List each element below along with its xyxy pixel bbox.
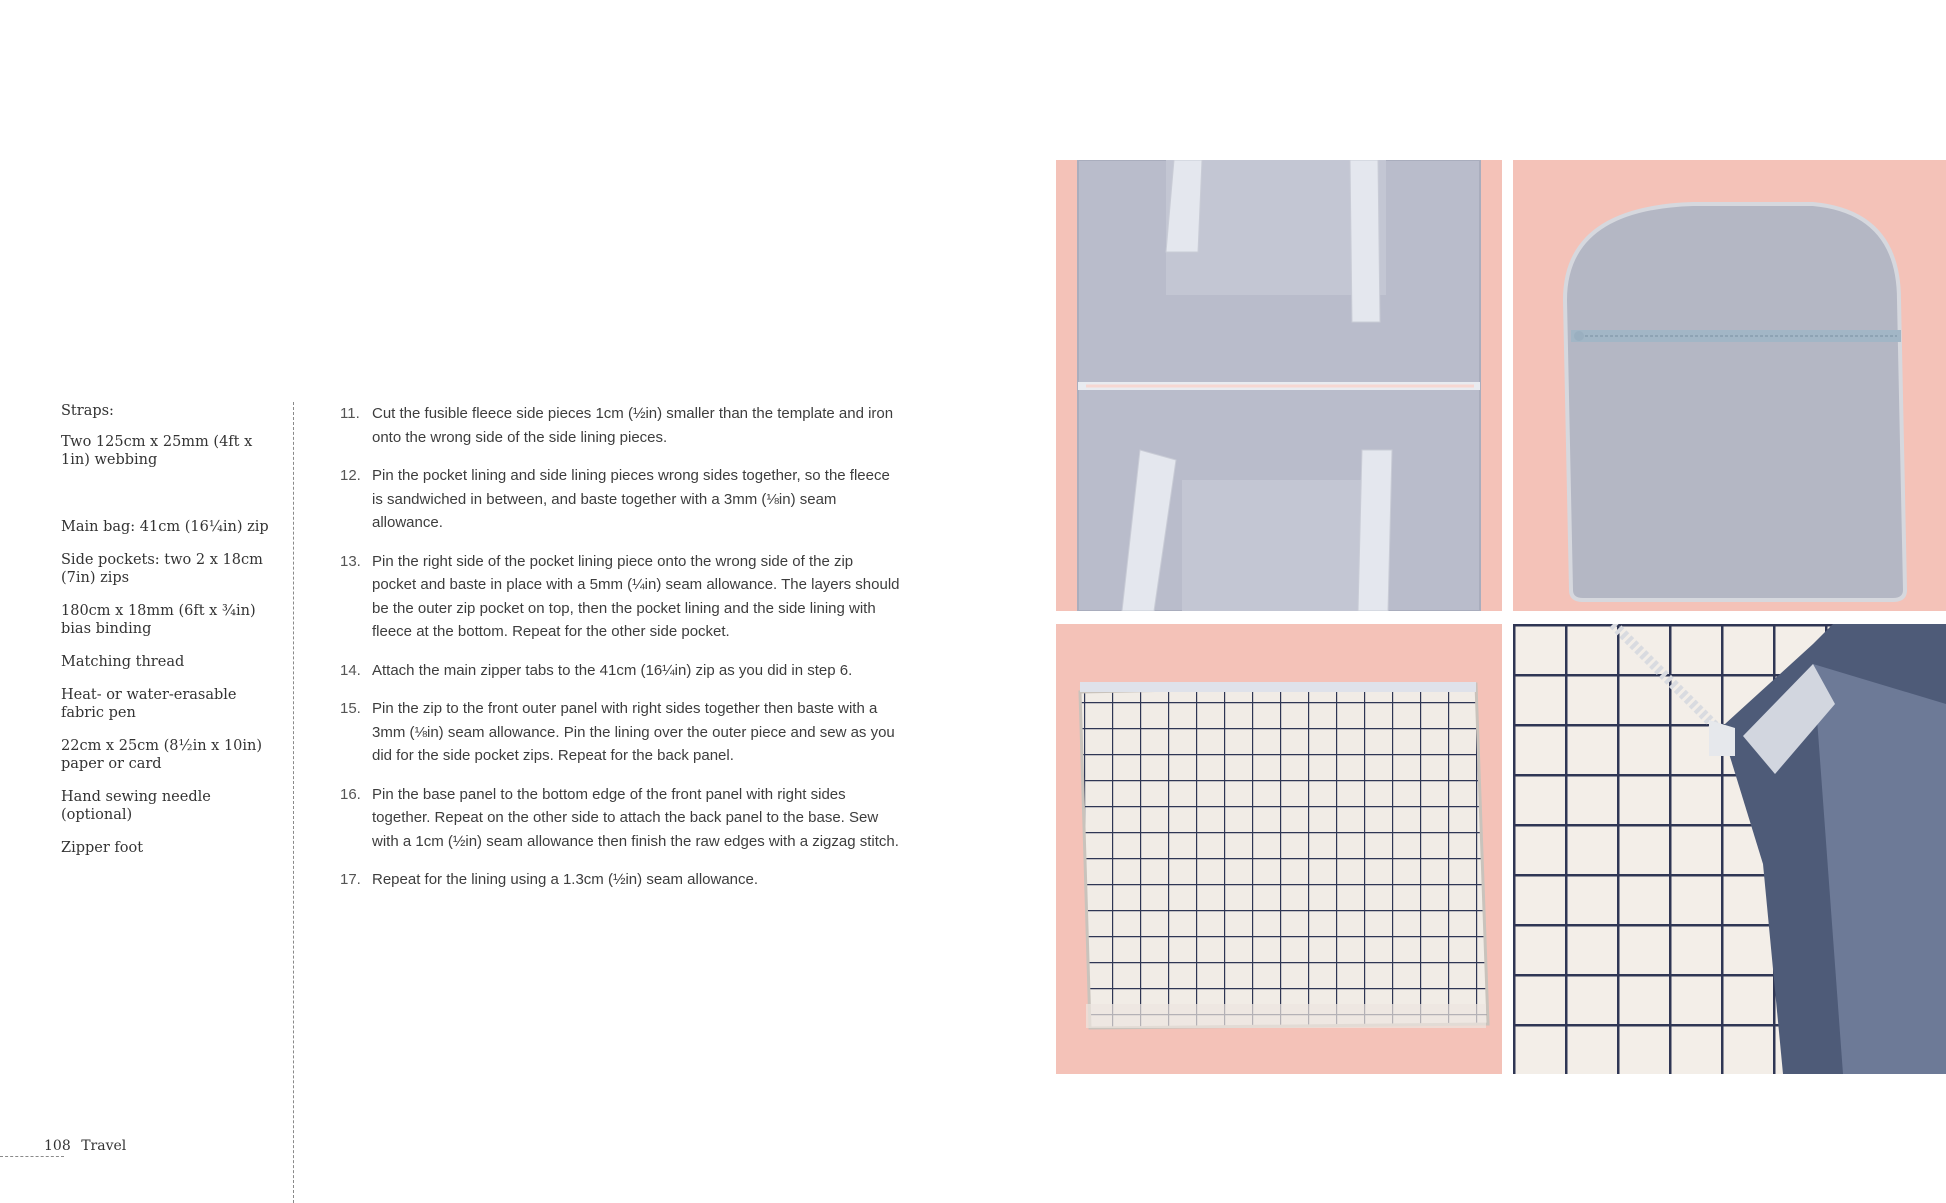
page-number: 108 — [44, 1138, 71, 1154]
step-text: Attach the main zipper tabs to the 41cm (16¼in) zip as you did in step 6. — [372, 661, 853, 679]
photo-checked-linen-bag — [1056, 624, 1502, 1074]
step-number: 17. — [340, 871, 361, 888]
step-number: 14. — [340, 661, 361, 679]
step-item — [340, 783, 900, 854]
step-text: Pin the base panel to the bottom edge of the front panel with right sides together. Repeat on the other side to attach the back panel to the base. Sew with a 1cm (½in) seam allowance then finish the raw edges with a zigzag stitch. — [372, 785, 899, 850]
step-item — [340, 550, 900, 644]
step-number: 15. — [340, 700, 361, 717]
list-gap — [61, 484, 271, 518]
materials-item: 180cm x 18mm (6ft x ¾in) bias binding — [61, 603, 256, 637]
materials-item: Two 125cm x 25mm (4ft x 1in) webbing — [61, 434, 253, 468]
step-item — [340, 464, 900, 535]
step-item — [340, 868, 900, 892]
column-divider — [293, 402, 294, 1203]
step-text: Cut the fusible fleece side pieces 1cm (½in) smaller than the template and iron onto the wrong side of the side lining pieces. — [372, 405, 894, 446]
materials-list — [61, 402, 271, 872]
step-number: 16. — [340, 785, 361, 803]
step-text: Pin the pocket lining and side lining pieces wrong sides together, so the fleece is sandwiched in between, and baste together with a 3mm (⅛in) seam allowance. — [372, 467, 890, 531]
materials-item: Main bag: 41cm (16¼in) zip — [61, 519, 269, 535]
page-folio — [44, 1138, 126, 1154]
materials-item: 22cm x 25cm (8½in x 10in) paper or card — [61, 738, 263, 772]
materials-item: Matching thread — [61, 654, 185, 670]
step-text: Pin the right side of the pocket lining piece onto the wrong side of the zip pocket and baste in place with a 5mm (¼in) seam allowance. The layers should be the outer zip pocket on top, then the pocket lining and the side lining with fleece at the bottom. Repeat for the other side pocket. — [372, 552, 900, 640]
materials-item: Heat- or water-erasable fabric pen — [61, 687, 237, 721]
materials-item: Hand sewing needle (optional) — [61, 789, 211, 823]
step-number: 12. — [340, 467, 361, 484]
straps-heading: Straps: — [61, 403, 114, 419]
step-text: Repeat for the lining using a 1.3cm (½in) seam allowance. — [372, 871, 759, 888]
materials-item: Side pockets: two 2 x 18cm (7in) zips — [61, 552, 263, 586]
materials-item: Zipper foot — [61, 840, 144, 856]
folio-rule — [0, 1156, 64, 1157]
step-text: Pin the zip to the front outer panel with right sides together then baste with a 3mm (⅛in) seam allowance. Pin the lining over the outer piece and sew as you did for the side pocket zips. Repeat for the back panel. — [372, 700, 895, 764]
step-item — [340, 402, 900, 449]
photo-denim-panel-straps — [1056, 160, 1502, 611]
step-item — [340, 697, 900, 768]
photo-side-pocket-zip — [1513, 160, 1946, 611]
instruction-steps — [340, 402, 900, 907]
step-number: 11. — [340, 405, 360, 422]
section-name: Travel — [81, 1138, 127, 1154]
photo-zip-corner-closeup — [1513, 624, 1946, 1074]
step-item — [340, 659, 900, 683]
step-number: 13. — [340, 552, 361, 570]
